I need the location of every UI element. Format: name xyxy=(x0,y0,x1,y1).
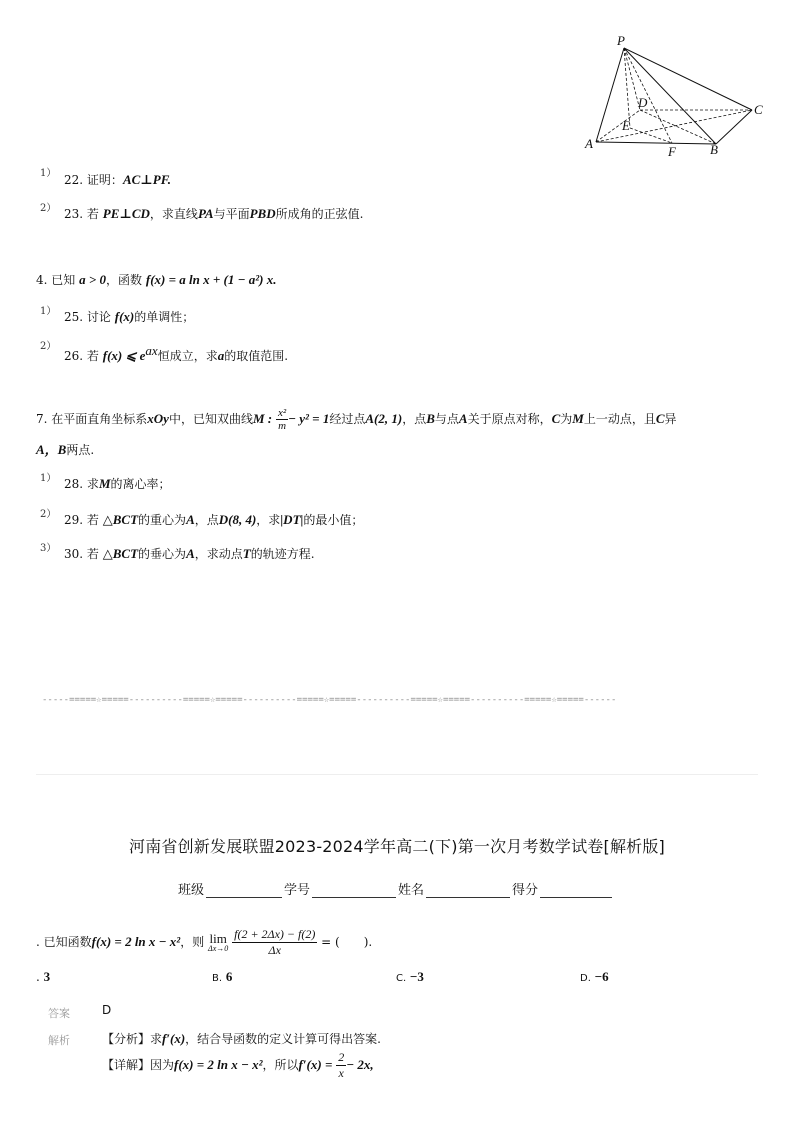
label-p: P xyxy=(617,33,625,48)
name-label: 姓名 xyxy=(398,883,425,898)
label-e: E xyxy=(622,118,630,133)
id-label: 学号 xyxy=(284,883,311,898)
label-c: C xyxy=(754,102,763,117)
option-b[interactable]: B. 6 xyxy=(212,969,233,984)
option-d[interactable]: D. −6 xyxy=(580,969,609,984)
answer-label: 答案 xyxy=(48,1007,70,1020)
label-a: A xyxy=(585,136,593,151)
label-b: B xyxy=(710,142,718,157)
student-info-line xyxy=(178,879,614,898)
exam-title: 河南省创新发展联盟2023-2024学年高二(下)第一次月考数学试卷[解析版] xyxy=(129,837,665,856)
name-blank[interactable] xyxy=(426,882,510,898)
question-text: 22. 证明：AC⊥PF. xyxy=(64,172,171,187)
sub-number: 1） xyxy=(40,306,57,317)
question-text: 29. 若 △BCT的重心为A，点D(8, 4)，求|DT|的最小值； xyxy=(64,512,364,527)
question-text-line-1: 7. 在平面直角坐标系xOy中，已知双曲线M : $\frac{\text{x²}}{m}$ − y² = 1经过点A(2, 1)，点B与点A关于原点对称，C为M上一动点，且C异 xyxy=(36,407,677,432)
id-blank[interactable] xyxy=(312,882,396,898)
score-blank[interactable] xyxy=(540,882,612,898)
sub-number: 3） xyxy=(40,543,57,554)
question-text: 26. 若 f(x) ⩽ $e^{ax}$恒成立，求a的取值范围. xyxy=(64,343,289,363)
option-c[interactable]: C. −3 xyxy=(396,969,424,984)
analysis-line-2: 【详解】因为f(x) = 2 ln x − x²，所以f′(x) = $\frac{2}{x}$ − 2x, xyxy=(102,1050,374,1080)
question-text: . 已知函数f(x) = 2 ln x − x²，则 lim Δx→0 $\frac{f(2 + 2\Delta x) - f(2)}{\Delta x}$ = ( ). xyxy=(36,927,373,957)
sub-number: 2） xyxy=(40,509,57,520)
question-text: 28. 求M的离心率； xyxy=(64,476,171,491)
option-a[interactable]: . 3 xyxy=(36,969,51,984)
pyramid-figure xyxy=(580,32,770,162)
question-text: 23. 若 PE⊥CD，求直线PA与平面PBD所成角的正弦值. xyxy=(64,206,364,221)
analysis-line-1: 【分析】求f′(x)，结合导函数的定义计算可得出答案. xyxy=(102,1031,381,1046)
score-label: 得分 xyxy=(512,883,539,898)
separator-line: -----=====☆=====----------=====☆=====----------=====☆=====----------=====☆=====----------=====☆=====------ xyxy=(42,695,617,705)
analysis-label: 解析 xyxy=(48,1034,70,1047)
sub-number: 1） xyxy=(40,168,57,179)
question-text: 30. 若 △BCT的垂心为A，求动点T的轨迹方程. xyxy=(64,546,315,561)
sub-number: 2） xyxy=(40,341,57,352)
class-blank[interactable] xyxy=(206,882,282,898)
sub-number: 1） xyxy=(40,473,57,484)
class-label: 班级 xyxy=(178,883,205,898)
sub-number: 2） xyxy=(40,203,57,214)
page-divider xyxy=(36,774,758,775)
question-text: 25. 讨论 f(x)的单调性； xyxy=(64,309,195,324)
question-text-line-2: A，B两点. xyxy=(36,442,95,457)
label-d: D xyxy=(638,95,648,110)
answer-value: D xyxy=(102,1003,112,1017)
question-text: 4. 已知 a > 0，函数 f(x) = a ln x + (1 − a²) x. xyxy=(36,272,277,287)
label-f: F xyxy=(668,144,676,159)
